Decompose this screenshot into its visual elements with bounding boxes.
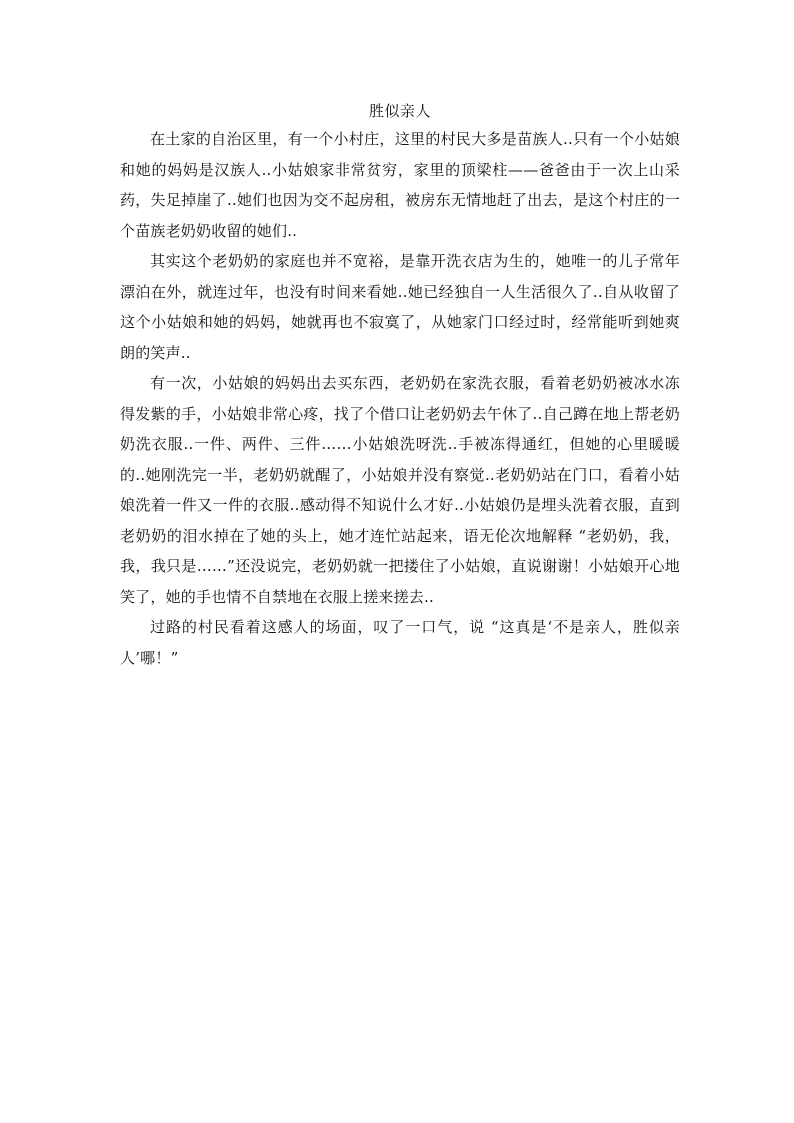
paragraph-2: 其实这个老奶奶的家庭也并不宽裕，是靠开洗衣店为生的，她唯一的儿子常年漂泊在外，就连过年，也没有时间来看她..她已经独自一人生活很久了..自从收留了这个小姑娘和她的妈妈，她就再也不寂寞了，从她家门口经过时，经常能听到她爽朗的笑声.. <box>120 252 680 362</box>
paragraph-3: 有一次，小姑娘的妈妈出去买东西，老奶奶在家洗衣服，看着老奶奶被冰水冻得发紫的手，小姑娘非常心疼，找了个借口让老奶奶去午休了..自己蹲在地上帮老奶奶洗衣服..一件、两件、三件……小姑娘洗呀洗..手被冻得通红，但她的心里暖暖的..她刚洗完一半，老奶奶就醒了，小姑娘并没有察觉..老奶奶站在门口，看着小姑娘洗着一件又一件的衣服..感动得不知说什么才好..小姑娘仍是埋头洗着衣服，直到老奶奶的泪水掉在了她的头上，她才连忙站起来，语无伦次地解释 “老奶奶，我，我，我只是……”还没说完，老奶奶就一把搂住了小姑娘，直说谢谢！小姑娘开心地笑了，她的手也情不自禁地在衣服上搓来搓去.. <box>120 374 680 606</box>
paragraph-4: 过路的村民看着这感人的场面，叹了一口气，说 “这真是‘不是亲人，胜似亲人’哪！” <box>120 618 680 667</box>
paragraph-1: 在土家的自治区里，有一个小村庄，这里的村民大多是苗族人..只有一个小姑娘和她的妈妈是汉族人..小姑娘家非常贫穷，家里的顶梁柱——爸爸由于一次上山采药，失足掉崖了..她们也因为交不起房租，被房东无情地赶了出去，是这个村庄的一个苗族老奶奶收留的她们.. <box>120 130 680 240</box>
document-page <box>120 98 680 673</box>
document-title: 胜似亲人 <box>368 102 431 120</box>
